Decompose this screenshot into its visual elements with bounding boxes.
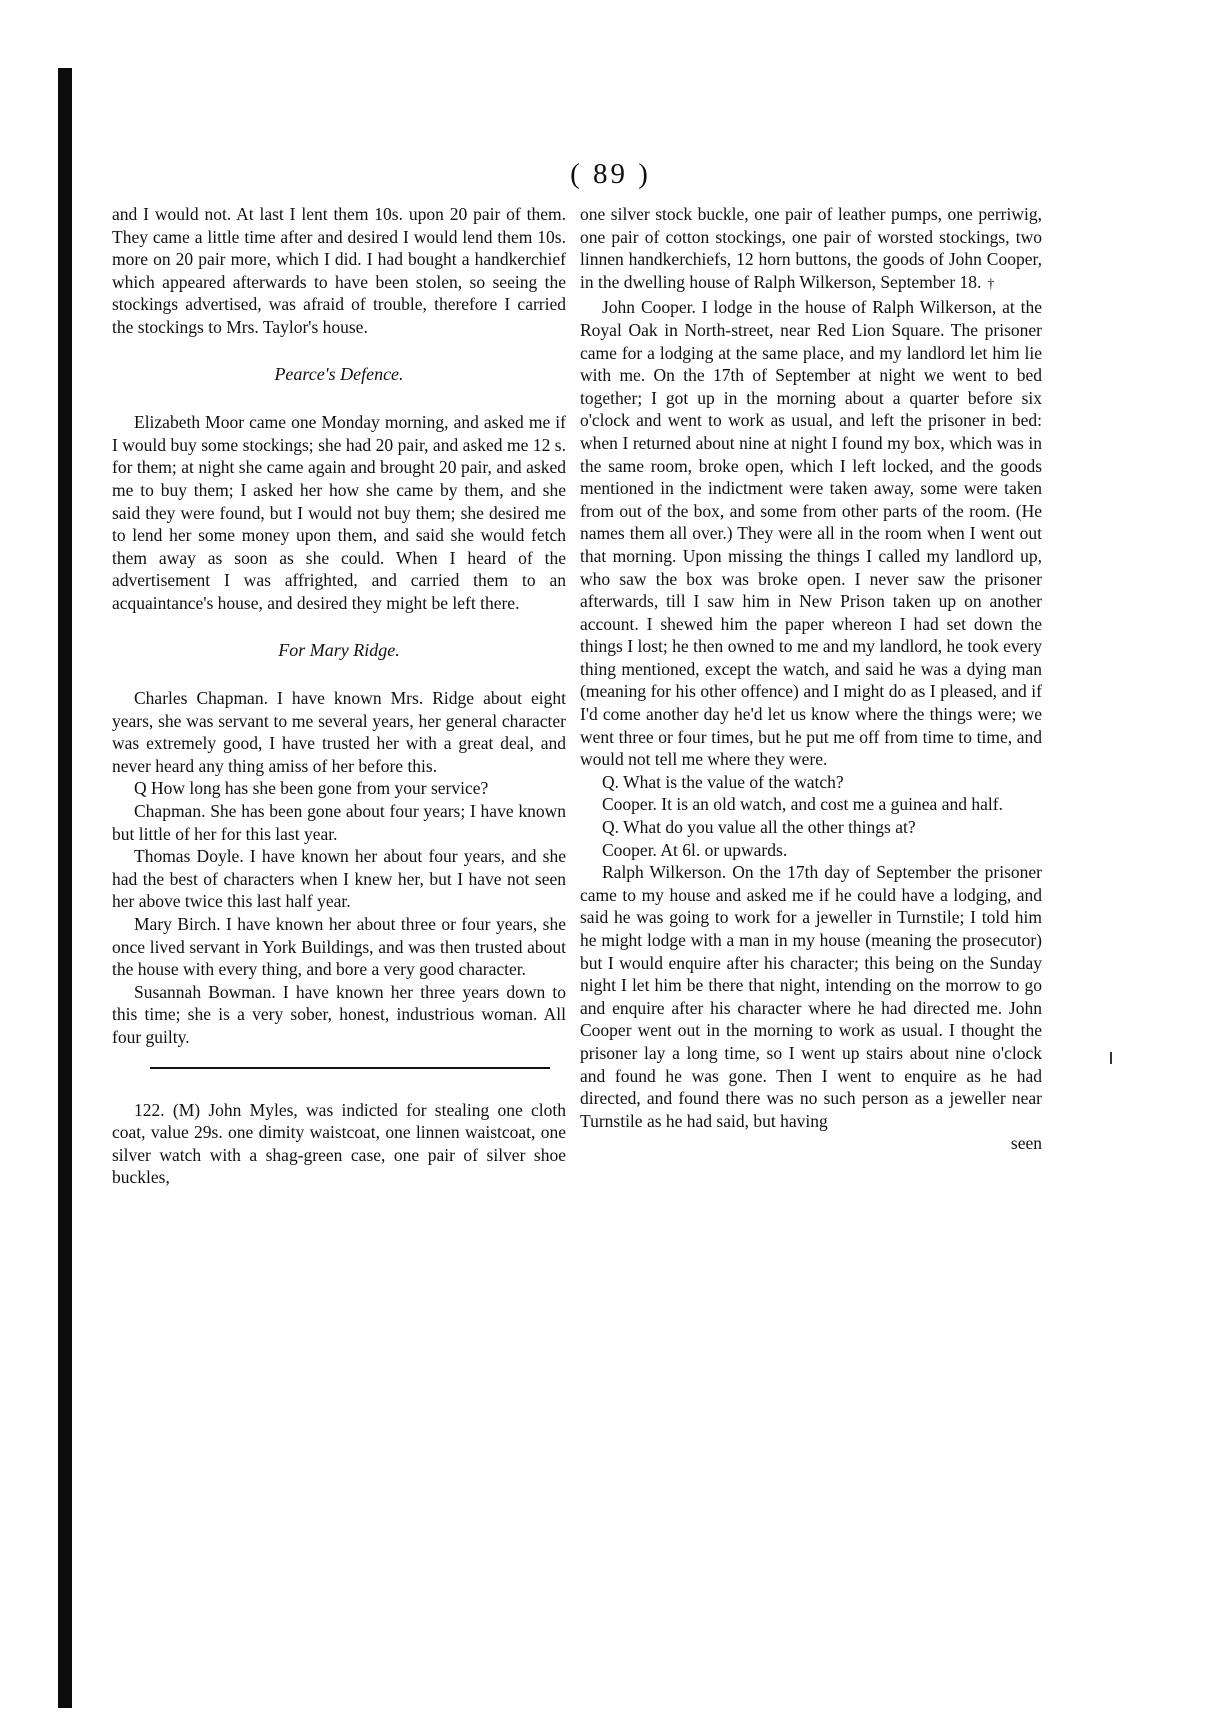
dagger-mark: †	[987, 276, 995, 292]
left-column	[112, 203, 566, 1189]
neighbor-page-gutter	[0, 200, 40, 1600]
paragraph: Q. What do you value all the other things at?	[602, 817, 916, 838]
paragraph: Thomas Doyle. I have known her about four years, and she had the best of characters when I knew her, but I have not seen her above twice this last half year.	[112, 846, 566, 912]
stray-mark	[1110, 1052, 1112, 1064]
binding-shadow	[58, 68, 72, 1708]
paragraph: Elizabeth Moor came one Monday morning, and asked me if I would buy some stockings; she had 20 pair, and asked me 12 s. for them; at night she came again and brought 20 pair, and asked me to buy them; I asked her how she came by them, and she said they were found, but I would not buy them; she desired me to lend her some money upon them, and said she would fetch them away as soon as she could. When I heard of the advertisement I was affrighted, and carried them to an acquaintance's house, and desired they might be left there.	[112, 412, 566, 613]
paragraph: Q. What is the value of the watch?	[602, 771, 844, 792]
paragraph: Q How long has she been gone from your service?	[134, 778, 489, 799]
paragraph: Mary Birch. I have known her about three or four years, she once lived servant in York Buildings, and was then trusted about the house with every thing, and bore a very good character.	[112, 914, 566, 980]
right-column	[580, 203, 1042, 1155]
section-heading: Pearce's Defence.	[274, 363, 404, 384]
paragraph: and I would not. At last I lent them 10s. upon 20 pair of them. They came a little time after and desired I would lend them 10s. more on 20 pair more, which I did. I had bought a handkerchief which appeared afterwards to have been stolen, so seeing the stockings advertised, was afraid of trouble, therefore I carried the stockings to Mrs. Taylor's house.	[112, 204, 566, 337]
paragraph-text: one silver stock buckle, one pair of leather pumps, one perriwig, one pair of cotton stockings, one pair of worsted stockings, two linnen handkerchiefs, 12 horn buttons, the goods of John Cooper, in the dwelling house of Ralph Wilkerson, September 18.	[580, 204, 1042, 292]
catchword: seen	[1010, 1133, 1042, 1154]
paragraph	[580, 203, 1042, 296]
scan-edge-top	[40, 66, 1201, 68]
paragraph: Ralph Wilkerson. On the 17th day of September the prisoner came to my house and asked me if he could have a lodging, and said he was going to work for a jeweller in Turnstile; I told him he might lodge with a man in my house (meaning the prosecutor) but I would enquire after his character; this being on the Sunday night I let him be there that night, intending on the morrow to go and enquire after his character where he had directed me. John Cooper went out in the morning to work as usual. I thought the prisoner lay a long time, so I went up stairs about nine o'clock and found he was gone. Then I went to enquire as he had directed, and found there was no such person as a jeweller near Turnstile as he had said, but having	[580, 862, 1042, 1131]
scan-edge-bottom	[40, 1596, 1201, 1598]
paragraph: 122. (M) John Myles, was indicted for stealing one cloth coat, value 29s. one dimity waistcoat, one linnen waistcoat, one silver watch with a shag-green case, one pair of silver shoe buckles,	[112, 1099, 566, 1188]
scan-edge-bottom-2	[40, 1684, 1201, 1686]
section-heading: For Mary Ridge.	[278, 639, 400, 660]
paragraph: Chapman. She has been gone about four years; I have known but little of her for this last year.	[112, 801, 566, 844]
paragraph: Charles Chapman. I have known Mrs. Ridge about eight years, she was servant to me several years, her general character was extremely good, I have trusted her with a great deal, and never heard any thing amiss of her before this.	[112, 688, 566, 776]
paragraph: John Cooper. I lodge in the house of Ralph Wilkerson, at the Royal Oak in North-street, near Red Lion Square. The prisoner came for a lodging at the same place, and my landlord let him lie with me. On the 17th of September at night we went to bed together; I got up in the morning about a quarter before six o'clock and went to work as usual, and left the prisoner in bed: when I returned about nine at night I found my box, which was in the same room, broke open, which I left locked, and the goods mentioned in the indictment were taken away, some were taken from out of the box, and some from other parts of the room. (He names them all over.) They were all in the room when I went out that morning. Upon missing the things I called my landlord up, who saw the box was broke open. I never saw the prisoner afterwards, till I saw him in New Prison taken up on another account. I shewed him the paper whereon I had set down the things I lost; he then owned to me and my landlord, he took every thing mentioned, except the watch, and said he was a dying man (meaning for his other offence) and I might do as I pleased, and if I'd come another day he'd let us know where the things were; we went three or four times, but he put me off from time to time, and would not tell me where they were.	[580, 297, 1042, 770]
section-rule	[150, 1067, 550, 1069]
page-number: ( 89 )	[570, 158, 651, 190]
paragraph: Cooper. It is an old watch, and cost me a guinea and half.	[602, 794, 1003, 815]
paragraph: Cooper. At 6l. or upwards.	[602, 839, 788, 860]
paragraph: Susannah Bowman. I have known her three years down to this time; she is a very sober, honest, industrious woman. All four guilty.	[112, 981, 566, 1047]
